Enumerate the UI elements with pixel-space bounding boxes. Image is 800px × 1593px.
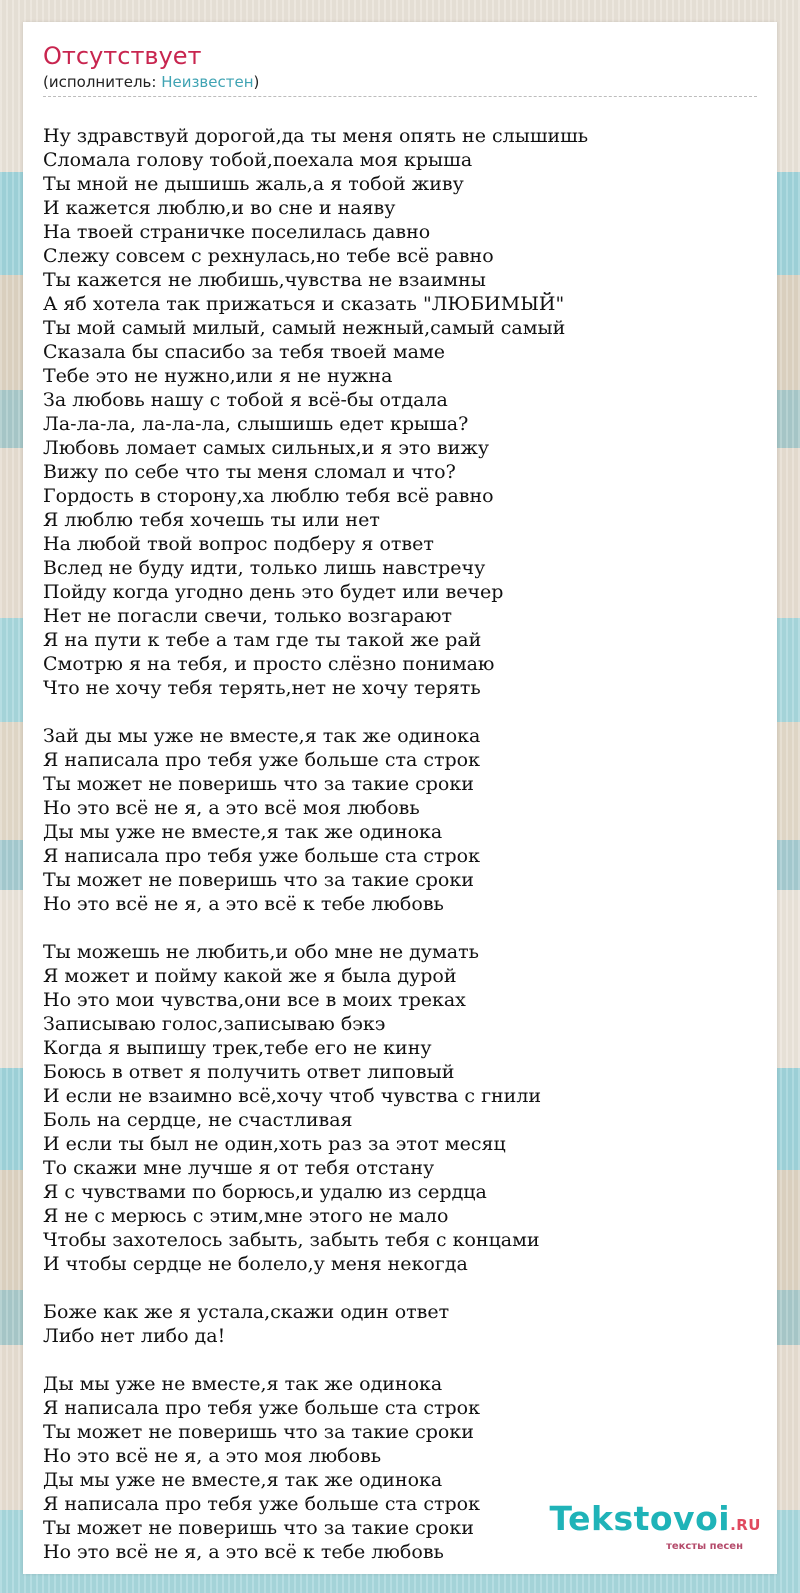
lyric-line: Боюсь в ответ я получить ответ липовый: [43, 1061, 455, 1083]
lyric-line: Но это всё не я, а это моя любовь: [43, 1445, 382, 1467]
song-header: [43, 40, 757, 97]
lyric-line: Чтобы захотелось забыть, забыть тебя с концами: [43, 1229, 540, 1251]
lyric-line: И чтобы сердце не болело,у меня некогда: [43, 1253, 468, 1275]
lyric-line: Ты можешь не любить,и обо мне не думать: [43, 941, 479, 963]
artist-suffix: ): [253, 73, 260, 91]
lyric-line: Ты может не поверишь что за такие сроки: [43, 869, 474, 891]
lyrics-card: [23, 22, 777, 1574]
lyric-line: Ты мой самый милый, самый нежный,самый самый: [43, 317, 566, 339]
lyric-line: И кажется люблю,и во сне и наяву: [43, 197, 396, 219]
lyric-line: Сказала бы спасибо за тебя твоей маме: [43, 341, 445, 363]
lyric-line: Гордость в сторону,ха люблю тебя всё равно: [43, 485, 494, 507]
lyric-line: Ну здравствуй дорогой,да ты меня опять не слышишь: [43, 125, 589, 147]
lyric-line: Я написала про тебя уже больше ста строк: [43, 845, 480, 867]
lyric-line: Я с чувствами по борюсь,и удалю из сердца: [43, 1181, 487, 1203]
lyric-line: Но это мои чувства,они все в моих треках: [43, 989, 466, 1011]
lyric-line: За любовь нашу с тобой я всё-бы отдала: [43, 389, 448, 411]
lyric-line: Нет не погасли свечи, только возгарают: [43, 605, 453, 627]
lyric-line: Я написала про тебя уже больше ста строк: [43, 1493, 480, 1515]
lyric-line: И если не взаимно всё,хочу чтоб чувства с гнили: [43, 1085, 542, 1107]
lyric-line: Я на пути к тебе а там где ты такой же рай: [43, 629, 482, 651]
lyric-line: Ды мы уже не вместе,я так же одинока: [43, 1373, 443, 1395]
logo-tagline: тексты песен: [666, 1541, 743, 1552]
stanza-break: [43, 700, 757, 724]
lyric-line: Смотрю я на тебя, и просто слёзно понимаю: [43, 653, 495, 675]
lyric-line: Записываю голос,записываю бэкэ: [43, 1013, 386, 1035]
lyric-line: Но это всё не я, а это всё к тебе любовь: [43, 893, 444, 915]
lyric-line: Я написала про тебя уже больше ста строк: [43, 1397, 480, 1419]
lyric-line: То скажи мне лучше я от тебя отстану: [43, 1157, 435, 1179]
lyric-line: Ды мы уже не вместе,я так же одинока: [43, 821, 443, 843]
lyric-line: Я люблю тебя хочешь ты или нет: [43, 509, 380, 531]
lyric-line: Я не с мерюсь с этим,мне этого не мало: [43, 1205, 449, 1227]
lyric-line: Я может и пойму какой же я была дурой: [43, 965, 457, 987]
lyric-line: Что не хочу тебя терять,нет не хочу терять: [43, 677, 481, 699]
stanza-break: [43, 916, 757, 940]
lyric-line: Тебе это не нужно,или я не нужна: [43, 365, 393, 387]
lyrics-text: [43, 124, 757, 1564]
song-title: Отсутствует: [43, 42, 202, 70]
lyric-line: Ла-ла-ла, ла-ла-ла, слышишь едет крыша?: [43, 413, 469, 435]
stanza-break: [43, 1348, 757, 1372]
lyric-line: Сломала голову тобой,поехала моя крыша: [43, 149, 473, 171]
artist-prefix: (исполнитель:: [43, 73, 162, 91]
lyric-line: Вслед не буду идти, только лишь навстречу: [43, 557, 486, 579]
lyric-line: Ды мы уже не вместе,я так же одинока: [43, 1469, 443, 1491]
lyric-line: И если ты был не один,хоть раз за этот месяц: [43, 1133, 506, 1155]
artist-line: [43, 72, 757, 92]
lyric-line: Ты кажется не любишь,чувства не взаимны: [43, 269, 486, 291]
lyric-line: Боль на сердце, не счастливая: [43, 1109, 353, 1131]
lyric-line: Но это всё не я, а это всё к тебе любовь: [43, 1541, 444, 1563]
lyric-line: Ты мной не дышишь жаль,а я тобой живу: [43, 173, 464, 195]
logo-name: Tekstovoi: [549, 1499, 731, 1538]
lyric-line: Ты может не поверишь что за такие сроки: [43, 773, 474, 795]
logo-tld: .RU: [730, 1516, 761, 1534]
lyric-line: А яб хотела так прижаться и сказать "ЛЮБИМЫЙ": [43, 293, 565, 315]
lyric-line: Когда я выпишу трек,тебе его не кину: [43, 1037, 432, 1059]
site-logo[interactable]: [549, 1499, 761, 1552]
lyric-line: На любой твой вопрос подберу я ответ: [43, 533, 434, 555]
stanza-break: [43, 1276, 757, 1300]
lyric-line: Вижу по себе что ты меня сломал и что?: [43, 461, 456, 483]
lyric-line: Я написала про тебя уже больше ста строк: [43, 749, 480, 771]
lyric-line: Ты может не поверишь что за такие сроки: [43, 1421, 474, 1443]
lyric-line: Но это всё не я, а это всё моя любовь: [43, 797, 420, 819]
lyric-line: Слежу совсем с рехнулась,но тебе всё равно: [43, 245, 494, 267]
lyric-line: Либо нет либо да!: [43, 1325, 226, 1347]
lyric-line: На твоей страничке поселилась давно: [43, 221, 431, 243]
lyric-line: Пойду когда угодно день это будет или вечер: [43, 581, 504, 603]
lyric-line: Ты может не поверишь что за такие сроки: [43, 1517, 474, 1539]
lyric-line: Любовь ломает самых сильных,и я это вижу: [43, 437, 490, 459]
lyric-line: Боже как же я устала,скажи один ответ: [43, 1301, 450, 1323]
artist-link[interactable]: Неизвестен: [161, 73, 254, 91]
lyric-line: Зай ды мы уже не вместе,я так же одинока: [43, 725, 481, 747]
